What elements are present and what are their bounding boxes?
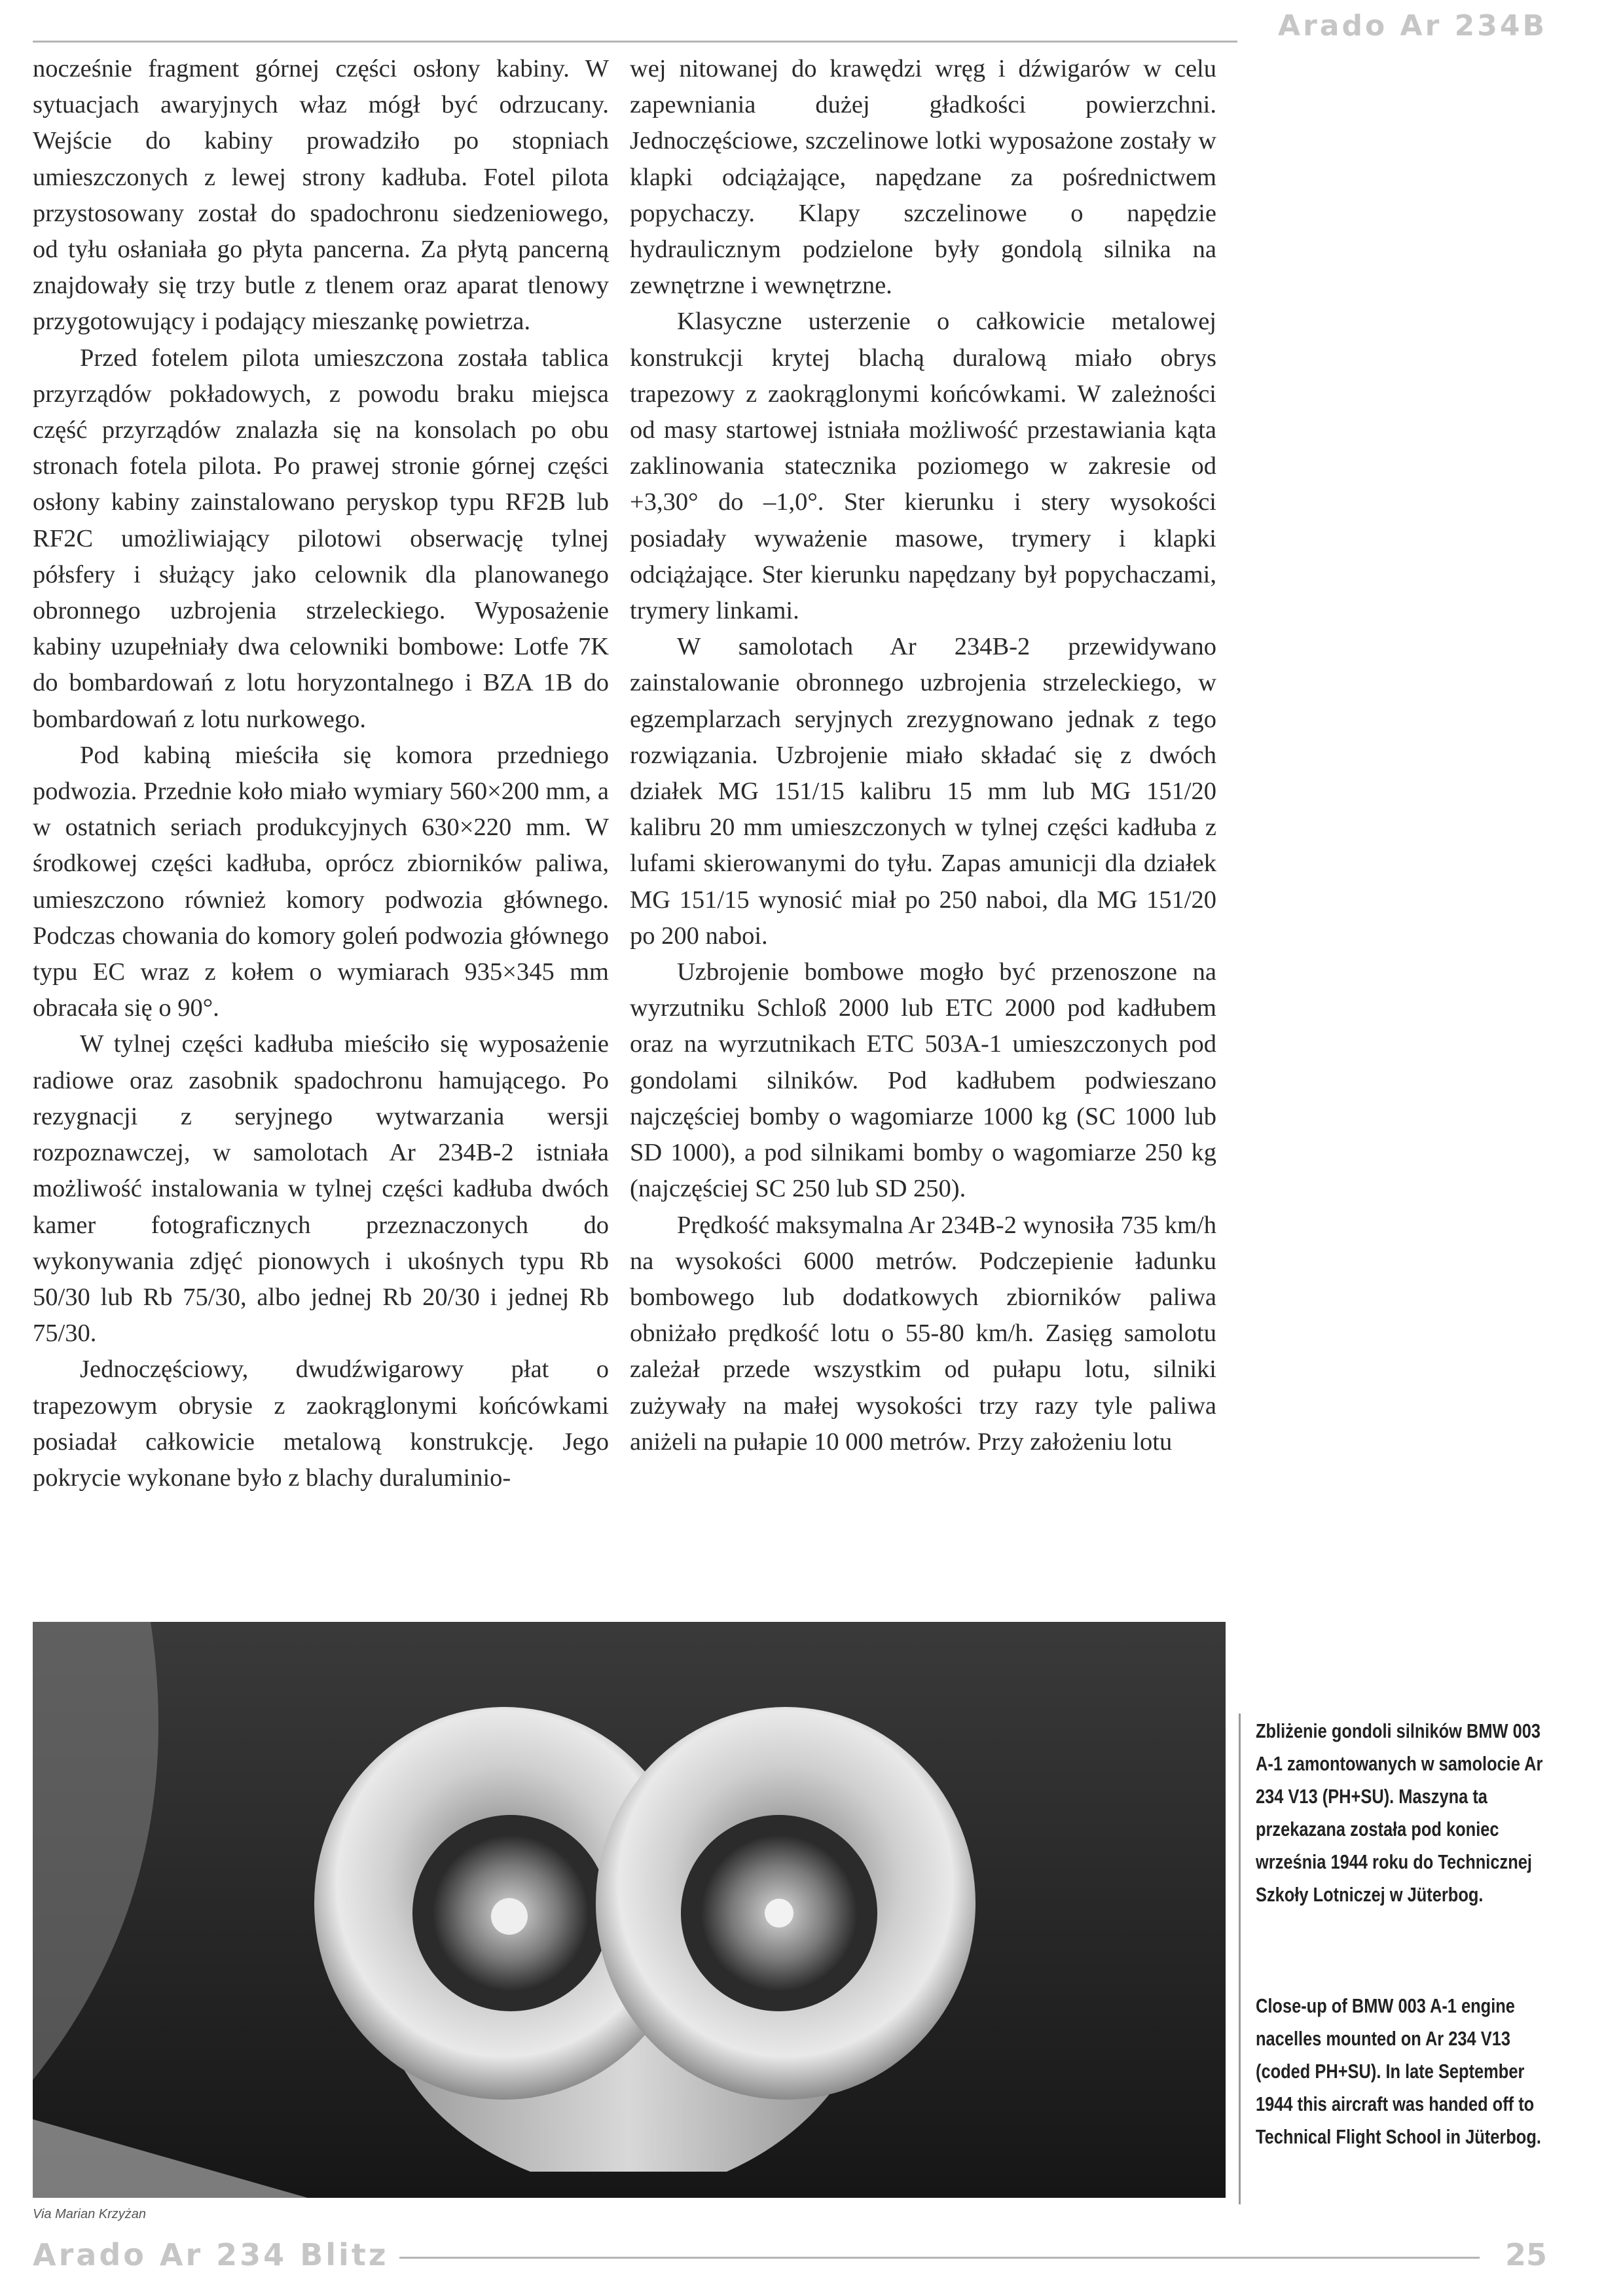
engine-nacelles-photo: [33, 1622, 1226, 2198]
header-rule: [33, 41, 1237, 43]
photo-illustration: [33, 1622, 1226, 2198]
page-number: 25: [1504, 2237, 1547, 2272]
caption-english: Close-up of BMW 003 A-1 engine nacelles mounted on Ar 234 V13 (coded PH+SU). In late September 1944 this aircraft was handed off to Technical Flight School in Jüterbog.: [1256, 1994, 1541, 2148]
paragraph: W tylnej części kadłuba mieściło się wyposażenie radiowe oraz zasobnik spadochronu hamującego. Po rezygnacji z seryjnego wytwarzania wersji rozpoznawczej, w samolotach Ar 234B-2 istniała możliwość instalowania w tylnej części kadłuba dwóch kamer fotograficznych przeznaczonych do wykonywania zdjęć pionowych i ukośnych typu Rb 50/30 lub Rb 75/30, albo jednej Rb 20/30 i jednej Rb 75/30.: [33, 1030, 609, 1348]
footer-rule: [399, 2257, 1480, 2259]
paragraph: Przed fotelem pilota umieszczona została tablica przyrządów pokładowych, z powodu braku miejsca część przyrządów znalazła się na konsolach po obu stronach fotela pilota. Po prawej stronie górnej części osłony kabiny zainstalowano peryskop typu RF2B lub RF2C umożliwiający pilotowi obserwację tylnej półsfery i służący jako celownik dla planowanego obronnego uzbrojenia strzeleckiego. Wyposażenie kabiny uzupełniały dwa celowniki bombowe: Lotfe 7K do bombardowań z lotu horyzontalnego i BZA 1B do bombardowań z lotu nurkowego.: [33, 344, 609, 733]
right-text-column: [630, 51, 1216, 1460]
paragraph: Uzbrojenie bombowe mogło być przenoszone na wyrzutniku Schloß 2000 lub ETC 2000 pod kadłubem oraz na wyrzutnikach ETC 503A-1 umieszczonych pod gondolami silników. Pod kadłubem podwieszano najczęściej bomby o wagomiarze 1000 kg (SC 1000 lub SD 1000), a pod silnikami bomby o wagomiarze 250 kg (najczęściej SC 250 lub SD 250).: [630, 958, 1216, 1203]
paragraph: Prędkość maksymalna Ar 234B-2 wynosiła 735 km/h na wysokości 6000 metrów. Podczepienie ładunku bombowego lub dodatkowych zbiorników paliwa obniżało prędkość lotu o 55-80 km/h. Zasięg samolotu zależał przede wszystkim od pułapu lotu, silniki zużywały na małej wysokości trzy razy tyle paliwa aniżeli na pułapie 10 000 metrów. Przy założeniu lotu: [630, 1211, 1216, 1456]
caption-divider: [1239, 1713, 1241, 2204]
paragraph: W samolotach Ar 234B-2 przewidywano zainstalowanie obronnego uzbrojenia strzeleckiego, w egzemplarzach seryjnych zrezygnowano jednak z tego rozwiązania. Uzbrojenie miało składać się z dwóch działek MG 151/15 kalibru 15 mm lub MG 151/20 kalibru 20 mm umieszczonych w tylnej części kadłuba z lufami skierowanymi do tyłu. Zapas amunicji dla działek MG 151/15 wynosić miał po 250 naboi, dla MG 151/20 po 200 naboi.: [630, 633, 1216, 950]
paragraph: Jednoczęściowy, dwudźwigarowy płat o trapezowym obrysie z zaokrąglonymi końcówkami posiadał całkowicie metalową konstrukcję. Jego pokrycie wykonane było z blachy duraluminio-: [33, 1355, 609, 1492]
footer-title: Arado Ar 234 Blitz: [33, 2237, 389, 2272]
paragraph: nocześnie fragment górnej części osłony kabiny. W sytuacjach awaryjnych właz mógł być odrzucany. Wejście do kabiny prowadziło po stopniach umieszczonych z lewej strony kadłuba. Fotel pilota przystosowany został do spadochronu siedzeniowego, od tyłu osłaniała go płyta pancerna. Za płytą pancerną znajdowały się trzy butle z tlenem oraz aparat tlenowy przygotowujący i podający mieszankę powietrza.: [33, 55, 609, 336]
paragraph: Klasyczne usterzenie o całkowicie metalowej konstrukcji krytej blachą duralową miało obrys trapezowy z zaokrąglonymi końcówkami. W zależności od masy startowej istniała możliwość przestawiania kąta zaklinowania statecznika poziomego w zakresie od +3,30° do –1,0°. Ster kierunku i stery wysokości posiadały wyważenie masowe, trymery i klapki odciążające. Ster kierunku napędzany był popychaczami, trymery linkami.: [630, 308, 1216, 625]
running-title: Arado Ar 234B: [1278, 9, 1547, 43]
caption-polish: Zbliżenie gondoli silników BMW 003 A-1 zamontowanych w samolocie Ar 234 V13 (PH+SU). Maszyna ta przekazana została pod koniec września 1944 roku do Technicznej Szkoły Lotniczej w Jüterbog.: [1256, 1719, 1543, 1906]
left-text-column: [33, 51, 609, 1496]
paragraph: wej nitowanej do krawędzi wręg i dźwigarów w celu zapewniania dużej gładkości powierzchni. Jednoczęściowe, szczelinowe lotki wyposażone zostały w klapki odciążające, napędzane za pośrednictwem popychaczy. Klapy szczelinowe o napędzie hydraulicznym podzielone były gondolą silnika na zewnętrzne i wewnętrzne.: [630, 55, 1216, 300]
photo-credit: Via Marian Krzyżan: [33, 2207, 147, 2221]
paragraph: Pod kabiną mieściła się komora przedniego podwozia. Przednie koło miało wymiary 560×200 mm, a w ostatnich seriach produkcyjnych 630×220 mm. W środkowej części kadłuba, oprócz zbiorników paliwa, umieszczono również komory podwozia głównego. Podczas chowania do komory goleń podwozia głównego typu EC wraz z kołem o wymiarach 935×345 mm obracała się o 90°.: [33, 741, 609, 1022]
